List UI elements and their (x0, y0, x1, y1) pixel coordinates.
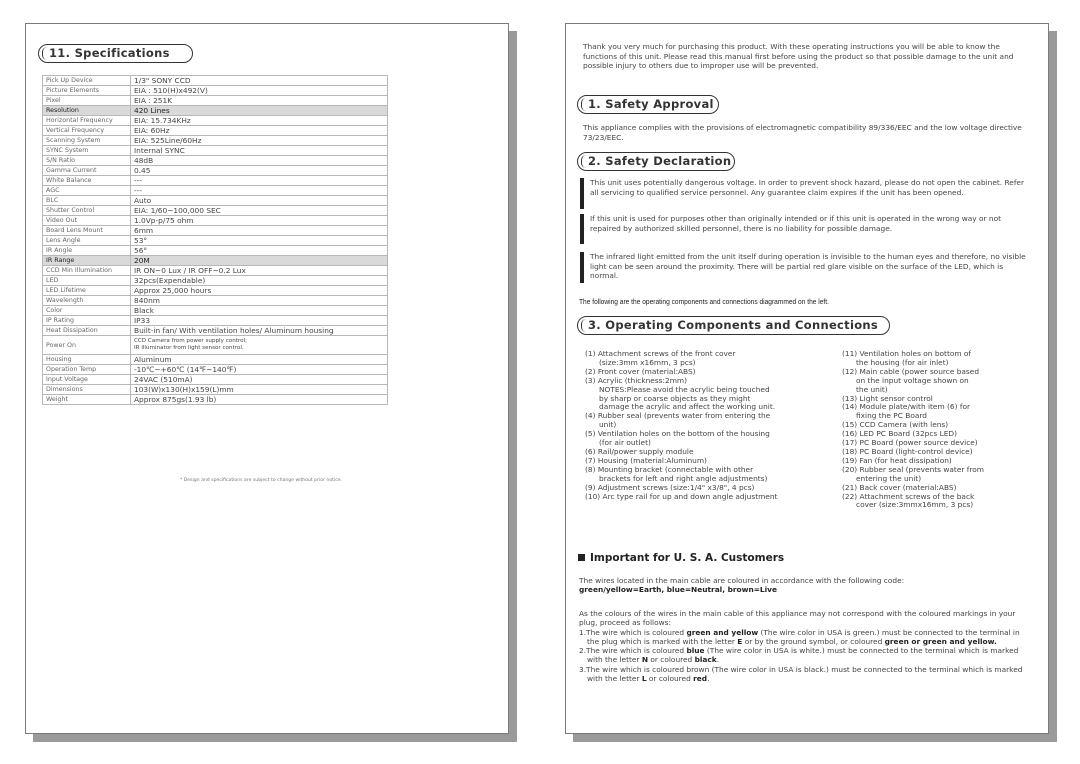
safety-approval-heading: 1. Safety Approval (577, 95, 719, 114)
spec-row (43, 86, 388, 96)
spec-label: Pick Up Device (43, 76, 131, 86)
component-item-cont: entering the unit) (856, 473, 922, 483)
spec-row (43, 226, 388, 236)
spec-row (43, 156, 388, 166)
spec-row (43, 206, 388, 216)
wire-instructions (579, 609, 1029, 683)
component-item: (12) Main cable (power source based (842, 366, 980, 376)
component-item: (15) CCD Camera (with lens) (842, 420, 949, 430)
spec-label: LED (43, 276, 131, 286)
spec-row (43, 256, 388, 266)
spec-label: IR Angle (43, 246, 131, 256)
spec-row (43, 326, 388, 336)
component-item: (19) Fan (for heat dissipation) (842, 455, 952, 465)
safety-approval-text: This appliance complies with the provisions of electromagnetic compatibility 89/336/EEC and the low voltage directive 73/23/EEC. (583, 123, 1022, 142)
safety-declaration-p2: If this unit is used for purposes other than originally intended or if this unit is operated in the wrong way or not repaired by authorized skilled personnel, there is no liability for possible damage. (590, 214, 1001, 233)
spec-value: EIA : 510(H)x492(V) (131, 86, 388, 96)
spec-label: Scanning System (43, 136, 131, 146)
spec-value: -10℃~+60℃ (14℉~140℉) (131, 365, 388, 375)
specifications-note: * Design and specifications are subject to change without prior notice. (180, 478, 343, 483)
component-item-cont: (for air outlet) (599, 438, 651, 448)
spec-value: Approx 25,000 hours (131, 286, 388, 296)
operating-components-heading: 3. Operating Components and Connections (577, 316, 890, 335)
intro-paragraph: Thank you very much for purchasing this product. With these operating instructions you will be able to know the functions of this unit. Please read this manual first before using the product so that possible damage to the unit and possible injury to others due to improper use will be prevented. (583, 42, 1014, 71)
component-item: (9) Adjustment screws (size:1/4" x3/8", 4 pcs) (585, 482, 755, 492)
component-item: (2) Front cover (material:ABS) (585, 366, 696, 376)
spec-label: Horizontal Frequency (43, 116, 131, 126)
spec-label: Pixel (43, 96, 131, 106)
spec-row (43, 246, 388, 256)
spec-label: Shutter Control (43, 206, 131, 216)
spec-value: 840nm (131, 296, 388, 306)
spec-row (43, 296, 388, 306)
component-item: (21) Back cover (material:ABS) (842, 482, 957, 492)
spec-row (43, 336, 388, 355)
wire-step-3: 3.The wire which is coloured brown (The wire color in USA is black.) must be connected to the terminal which is marked with the letter L or coloured red. (579, 664, 1023, 684)
spec-value: 6mm (131, 226, 388, 236)
component-item: (1) Attachment screws of the front cover (585, 349, 736, 358)
component-item: (6) Rail/power supply module (585, 446, 694, 456)
spec-row (43, 276, 388, 286)
component-item: (22) Attachment screws of the back (842, 491, 975, 501)
components-list-left (585, 350, 837, 501)
spec-value: 1/3" SONY CCD (131, 76, 388, 86)
spec-label: Board Lens Mount (43, 226, 131, 236)
spec-value: 0.45 (131, 166, 388, 176)
spec-row (43, 286, 388, 296)
component-item-cont: NOTES:Please avoid the acrylic being touched (599, 384, 770, 394)
spec-value: Black (131, 306, 388, 316)
square-bullet-icon (578, 554, 585, 561)
spec-row (43, 375, 388, 385)
spec-row (43, 96, 388, 106)
safety-declaration-p3: The infrared light emitted from the unit itself during operation is invisible to the human eyes and therefore, no visible light can be seen around the proximity. There will be partial red glare visible on the surface of the LED, which is normal. (590, 252, 1026, 281)
spec-label: IP Rating (43, 316, 131, 326)
spec-label: Picture Elements (43, 86, 131, 96)
spec-label: Resolution (43, 106, 131, 116)
spec-value: 420 Lines (131, 106, 388, 116)
spec-row (43, 395, 388, 405)
component-item-cont: fixing the PC Board (856, 411, 927, 421)
warning-bar (580, 252, 584, 283)
spec-label: Housing (43, 355, 131, 365)
spec-value: Built-in fan/ With ventilation holes/ Aluminum housing (131, 326, 388, 336)
component-item: (13) Light sensor control (842, 393, 933, 403)
safety-declaration-heading: 2. Safety Declaration (577, 152, 735, 171)
wire-code: green/yellow=Earth, blue=Neutral, brown=Live (579, 585, 777, 595)
spec-row (43, 216, 388, 226)
spec-value: 1.0Vp-p/75 ohm (131, 216, 388, 226)
spec-label: Operation Temp (43, 365, 131, 375)
safety-declaration-p1: This unit uses potentially dangerous voltage. In order to prevent shock hazard, please do not open the cabinet. Refer all servicing to qualified service personnel. Any guarantee claim expires if the unit has been opened. (590, 178, 1025, 197)
wire-instructions-intro: As the colours of the wires in the main cable of this appliance may not correspond with the coloured markings in your plug, proceed as follows: (579, 609, 1016, 628)
spec-row (43, 166, 388, 176)
wire-code-text: The wires located in the main cable are coloured in accordance with the following code: (579, 576, 905, 585)
component-item: (5) Ventilation holes on the bottom of the housing (585, 429, 770, 439)
spec-row (43, 306, 388, 316)
component-item: (20) Rubber seal (prevents water from (842, 464, 984, 474)
component-item: (18) PC Board (light-control device) (842, 446, 973, 456)
spec-value: EIA : 251K (131, 96, 388, 106)
components-list-right (842, 350, 1032, 510)
warning-bar (580, 214, 584, 244)
component-item: (8) Mounting bracket (connectable with other (585, 464, 754, 474)
spec-label: CCD Min Illumination (43, 266, 131, 276)
spec-value: 103(W)x130(H)x159(L)mm (131, 385, 388, 395)
spec-label: Power On (43, 336, 131, 355)
component-item-cont: the unit) (856, 384, 888, 394)
spec-value: CCD Camera from power supply control; IR illuminator from light sensor control. (131, 336, 388, 355)
spec-value: Aluminum (131, 355, 388, 365)
spec-row (43, 196, 388, 206)
spec-label: Wavelength (43, 296, 131, 306)
spec-row (43, 355, 388, 365)
spec-label: IR Range (43, 256, 131, 266)
spec-value: 24VAC (510mA) (131, 375, 388, 385)
spec-row (43, 365, 388, 375)
spec-value: 48dB (131, 156, 388, 166)
component-item: (7) Housing (material:Aluminum) (585, 455, 707, 465)
spec-value: --- (131, 176, 388, 186)
component-item-cont: unit) (599, 420, 617, 430)
component-item: (3) Acrylic (thickness:2mm) (585, 375, 688, 385)
spec-value: 20M (131, 256, 388, 266)
spec-value: EIA: 1/60~100,000 SEC (131, 206, 388, 216)
spec-label: Video Out (43, 216, 131, 226)
spec-value: EIA: 15.734KHz (131, 116, 388, 126)
spec-value: 53° (131, 236, 388, 246)
spec-row (43, 76, 388, 86)
component-item-cont: by sharp or coarse objects as they might (599, 393, 751, 403)
wire-step-2: 2.The wire which is coloured blue (The wire color in USA is white.) must be connected to the terminal which is marked with the letter N or coloured black. (579, 646, 1019, 665)
spec-label: White Balance (43, 176, 131, 186)
spec-label: AGC (43, 186, 131, 196)
spec-value: 32pcs(Expendable) (131, 276, 388, 286)
spec-value: Internal SYNC (131, 146, 388, 156)
spec-value: 56° (131, 246, 388, 256)
specifications-heading: 11. Specifications (38, 44, 193, 63)
spec-value: --- (131, 186, 388, 196)
spec-label: LED Lifetime (43, 286, 131, 296)
component-item: (14) Module plate/with item (6) for (842, 402, 971, 412)
specifications-table (42, 75, 388, 405)
spec-label: Color (43, 306, 131, 316)
spec-value: Auto (131, 196, 388, 206)
warning-bar (580, 178, 584, 209)
wire-code-intro (579, 576, 1029, 595)
spec-row (43, 186, 388, 196)
component-item: (17) PC Board (power source device) (842, 438, 978, 448)
spec-row (43, 146, 388, 156)
spec-label: Dimensions (43, 385, 131, 395)
component-item-cont: brackets for left and right angle adjustments) (599, 473, 768, 483)
spec-value: IR ON~0 Lux / IR OFF~0.2 Lux (131, 266, 388, 276)
spec-row (43, 176, 388, 186)
component-item-cont: cover (size:3mmx16mm, 3 pcs) (856, 500, 974, 510)
spec-label: Gamma Current (43, 166, 131, 176)
spec-value: EIA: 60Hz (131, 126, 388, 136)
spec-label: BLC (43, 196, 131, 206)
spec-value: IP33 (131, 316, 388, 326)
spec-row (43, 116, 388, 126)
spec-value: Approx 875gs(1.93 lb) (131, 395, 388, 405)
usa-customers-heading (578, 552, 784, 564)
spec-value: EIA: 525Line/60Hz (131, 136, 388, 146)
components-lead-text: The following are the operating components and connections diagrammed on the left. (579, 297, 829, 306)
spec-label: S/N Ratio (43, 156, 131, 166)
component-item: (10) Arc type rail for up and down angle adjustment (585, 491, 778, 501)
spec-label: Vertical Frequency (43, 126, 131, 136)
component-item-cont: the housing (for air inlet) (856, 357, 949, 367)
spec-label: SYNC System (43, 146, 131, 156)
spec-row (43, 316, 388, 326)
spec-row (43, 236, 388, 246)
usa-customers-title: Important for U. S. A. Customers (590, 552, 785, 564)
spec-label: Input Voltage (43, 375, 131, 385)
wire-step-1: 1.The wire which is coloured green and yellow (The wire color in USA is green.) must be connected to the terminal in the plug which is marked with the letter E or by the ground symbol, or coloured green or green and yellow. (579, 627, 1020, 646)
component-item-cont: on the input voltage shown on (856, 375, 969, 385)
component-item: (16) LED PC Board (32pcs LED) (842, 429, 957, 439)
spec-row (43, 106, 388, 116)
spec-row (43, 136, 388, 146)
component-item-cont: (size:3mm x16mm, 3 pcs) (599, 357, 696, 367)
spec-label: Weight (43, 395, 131, 405)
spec-row (43, 126, 388, 136)
component-item-cont: damage the acrylic and affect the working unit. (599, 402, 776, 412)
spec-row (43, 266, 388, 276)
spec-label: Heat Dissipation (43, 326, 131, 336)
component-item: (11) Ventilation holes on bottom of (842, 349, 972, 358)
component-item: (4) Rubber seal (prevents water from entering the (585, 411, 771, 421)
spec-label: Lens Angle (43, 236, 131, 246)
spec-row (43, 385, 388, 395)
